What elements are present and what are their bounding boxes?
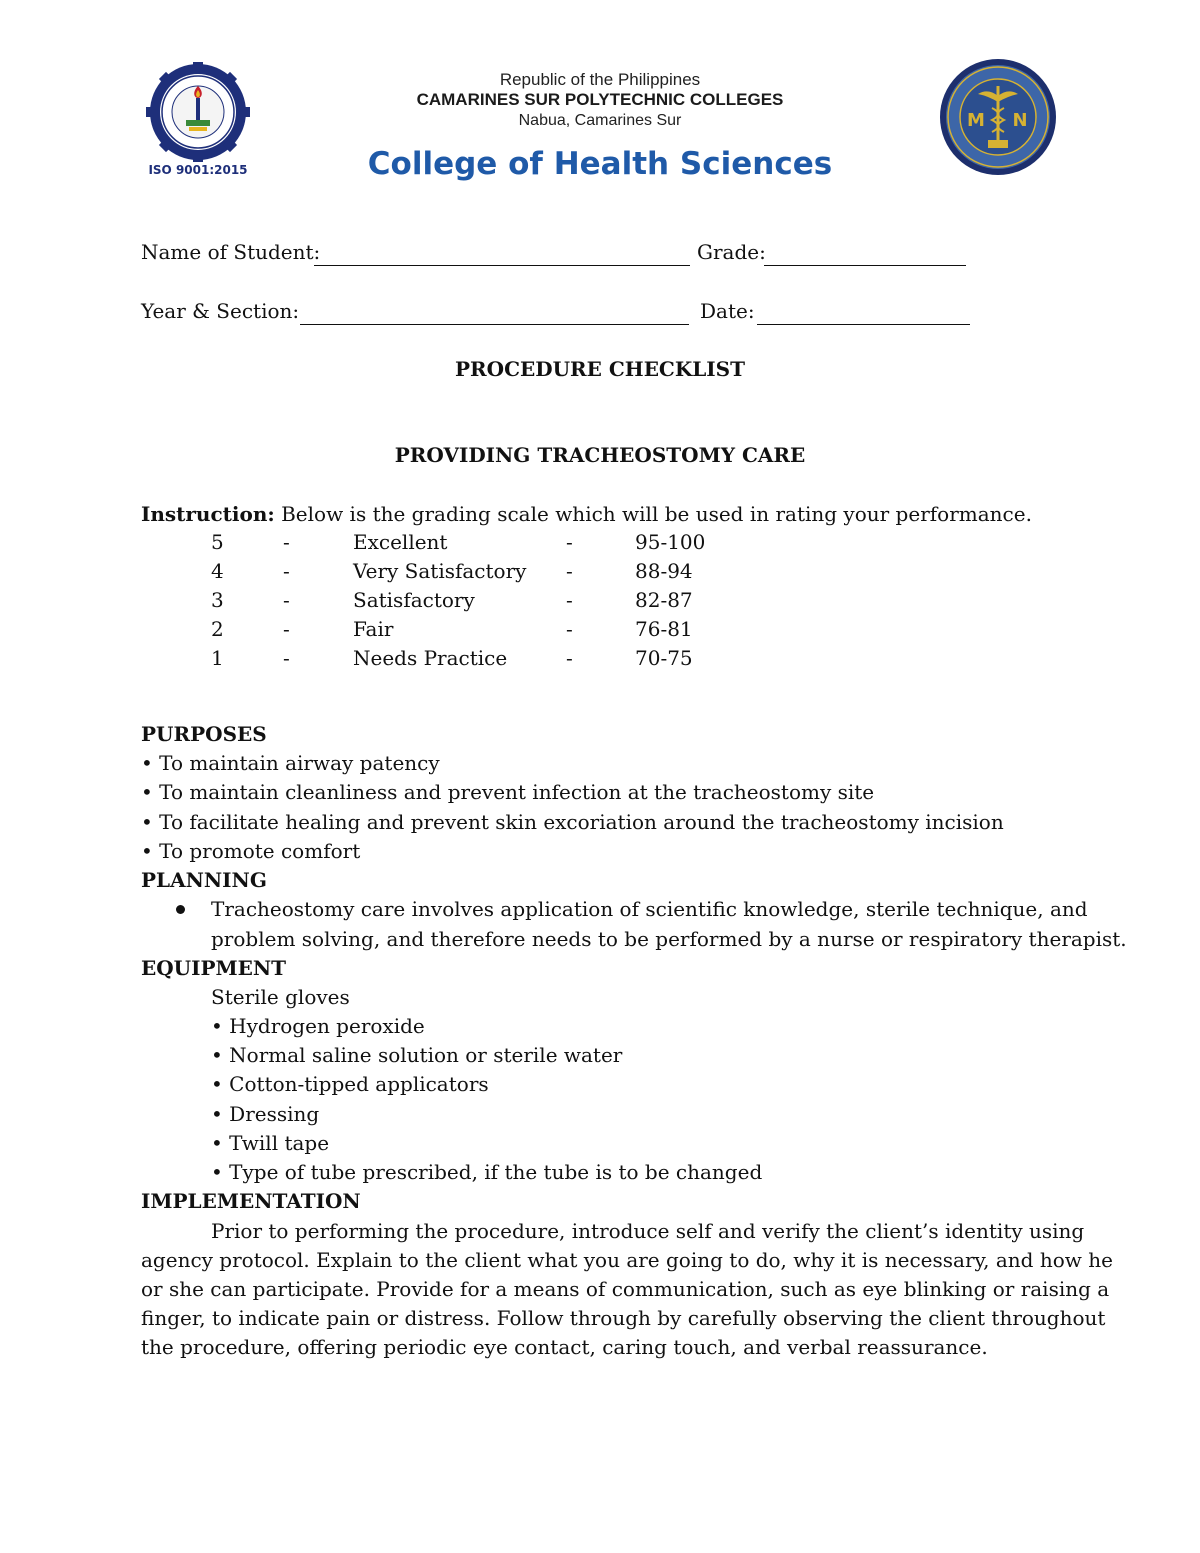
name-field[interactable] <box>314 243 690 266</box>
svg-text:N: N <box>1012 110 1028 131</box>
name-label: Name of Student: <box>141 240 321 264</box>
list-item: • Cotton-tipped applicators <box>211 1072 489 1096</box>
year-section-field[interactable] <box>300 302 689 325</box>
purposes-heading: PURPOSES <box>141 722 267 746</box>
list-item: • Hydrogen peroxide <box>211 1014 425 1038</box>
grade-label: Grade: <box>697 240 766 264</box>
svg-text:M: M <box>967 110 985 131</box>
svg-text:ISO 9001:2015: ISO 9001:2015 <box>148 163 248 177</box>
equipment-heading: EQUIPMENT <box>141 956 287 980</box>
implementation-line: agency protocol. Explain to the client what you are going to do, why it is necessary, and how he <box>141 1248 1113 1272</box>
instruction-text: Below is the grading scale which will be used in rating your performance. <box>274 502 1032 526</box>
implementation-line: the procedure, offering periodic eye contact, caring touch, and verbal reassurance. <box>141 1335 988 1359</box>
list-item: • To facilitate healing and prevent skin excoriation around the tracheostomy incision <box>141 810 1004 834</box>
year-section-label: Year & Section: <box>141 299 300 323</box>
instruction-line <box>141 500 1032 529</box>
list-item: • To maintain cleanliness and prevent infection at the tracheostomy site <box>141 780 875 804</box>
list-item: Sterile gloves <box>211 985 350 1009</box>
school-name: CAMARINES SUR POLYTECHNIC COLLEGES <box>416 90 784 109</box>
planning-line: problem solving, and therefore needs to be performed by a nurse or respiratory therapist. <box>211 927 1127 951</box>
planning-line: Tracheostomy care involves application of scientific knowledge, sterile technique, and <box>211 897 1088 921</box>
procedure-title: PROVIDING TRACHEOSTOMY CARE <box>394 443 806 467</box>
planning-heading: PLANNING <box>141 868 267 892</box>
school-location: Nabua, Camarines Sur <box>518 112 682 129</box>
republic-text: Republic of the Philippines <box>499 70 701 89</box>
implementation-line: finger, to indicate pain or distress. Follow through by carefully observing the client throughout <box>141 1306 1106 1330</box>
list-item: • To promote comfort <box>141 839 361 863</box>
list-item: • Normal saline solution or sterile water <box>211 1043 623 1067</box>
date-label: Date: <box>700 299 755 323</box>
college-name: College of Health Sciences <box>367 146 833 182</box>
list-item: • To maintain airway patency <box>141 751 440 775</box>
instruction-label: Instruction: <box>141 502 275 526</box>
bullet-icon <box>176 905 185 914</box>
implementation-line: Prior to performing the procedure, introduce self and verify the client’s identity using <box>211 1219 1085 1243</box>
list-item: • Dressing <box>211 1102 320 1126</box>
list-item: • Type of tube prescribed, if the tube is to be changed <box>211 1160 763 1184</box>
list-item: • Twill tape <box>211 1131 330 1155</box>
implementation-heading: IMPLEMENTATION <box>141 1189 361 1213</box>
implementation-line: or she can participate. Provide for a means of communication, such as eye blinking or raising a <box>141 1277 1110 1301</box>
checklist-title: PROCEDURE CHECKLIST <box>455 357 745 381</box>
grade-field[interactable] <box>764 243 966 266</box>
date-field[interactable] <box>757 302 970 325</box>
